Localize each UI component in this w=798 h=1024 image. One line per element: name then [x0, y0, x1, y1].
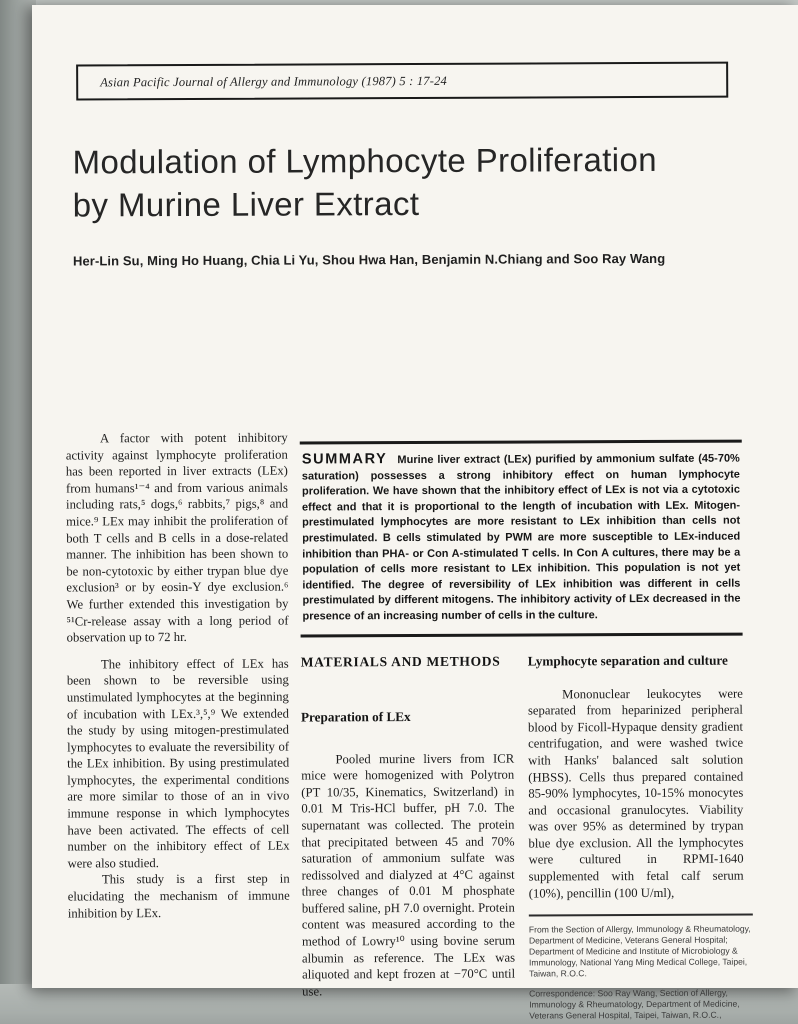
- lymphocyte-separation-heading: Lymphocyte separation and culture: [527, 652, 728, 669]
- paper-sheet: [32, 5, 798, 1021]
- journal-citation: Asian Pacific Journal of Allergy and Immunology (1987) 5 : 17-24: [100, 73, 447, 89]
- methods-column: [301, 653, 516, 1023]
- main-column: [300, 424, 751, 1023]
- summary-label: SUMMARY: [301, 451, 388, 468]
- intro-paragraph-3: This study is a first step in elucidating the mechanism of immune inhibition by LEx.: [67, 871, 290, 921]
- intro-paragraph-2: The inhibitory effect of LEx has been shown to be reversible using unstimulated lymphocytes at the beginning of incubation with LEx.³,⁵,⁹ We extended the study by using mitogen-prestimulated lymphocytes to evaluate the reversibility of the LEx inhibition. By using prestimulated lymphocytes, the experimental conditions are more similar to those of an in vivo immune response in which lymphocytes have been activated. The effects of cell number on the inhibitory effect of LEx were also studied.: [66, 656, 290, 871]
- methods-columns: [300, 652, 751, 1023]
- journal-header-box: [76, 62, 728, 101]
- title-line-2: by Murine Liver Extract: [72, 184, 420, 224]
- paper-content: [30, 3, 798, 1021]
- article-body: [65, 424, 751, 1024]
- footnote-block: [529, 914, 753, 1022]
- lymphocyte-separation-paragraph: Mononuclear leukocytes were separated from heparinized peripheral blood by Ficoll-Hypaque density gradient centrifugation, and were washed twice with Hanks' balanced salt solution (HBSS). Cells thus prepared contained 85-90% lymphocytes, 10-15% monocytes and occasional granulocytes. Viability was over 95% as determined by trypan blue dye exclusion. All the lymphocytes were cultured in RPMI-1640 supplemented with fetal calf serum (10%), pencillin (100 U/ml),: [527, 686, 744, 901]
- preparation-heading: Preparation of LEx: [300, 708, 411, 725]
- intro-column: [66, 426, 291, 1024]
- intro-paragraph-1: A factor with potent inhibitory activity against lymphocyte proliferation has been reported in liver extracts (LEx) from humans¹⁻⁴ and from various animals including rats,⁵ dogs,⁶ rabbits,⁷ pigs,⁸ and mice.⁹ LEx may inhibit the proliferation of both T cells and B cells in a dose-related manner. The inhibition has been shown to be non-cytotoxic by either trypan blue dye exclusion³ or by eosin-Y dye exclusion.⁶ We further extended this investigation by ⁵¹Cr-release assay with a long period of observation up to 72 hr.: [65, 430, 289, 645]
- affiliation-footnote: From the Section of Allergy, Immunology & Rheumatology, Department of Medicine, Veterans General Hospital; Department of Medicine and Institute of Microbiology & Immunology, National Yang Ming Medical College, Taipei, Taiwan, R.O.C.: [528, 923, 751, 979]
- summary-text: Murine liver extract (LEx) purified by ammonium sulfate (45-70% saturation) possesses a strong inhibitory effect on human lymphocyte proliferation. We have shown that the inhibitory effect of LEx is not via a cytotoxic effect and that it is proportional to the length of incubation with LEx. Mitogen-prestimulated lymphocytes are more resistant to LEx inhibition than cells not prestimulated. B cells stimulated by PWM are more susceptible to LEx-induced inhibition than PHA- or Con A-stimulated T cells. In Con A cultures, there may be a population of cells more resistant to LEx inhibition. This population is not yet identified. The degree of reversibility of LEx inhibition was different in cells prestimulated by different mitogens. The inhibitory activity of LEx decreased in the presence of an increasing number of cells in the culture.: [301, 452, 741, 623]
- authors-line: Her-Lin Su, Ming Ho Huang, Chia Li Yu, Shou Hwa Han, Benjamin N.Chiang and Soo Ray Wang: [72, 250, 666, 269]
- materials-methods-heading: MATERIALS AND METHODS: [300, 653, 501, 670]
- correspondence-footnote: Correspondence: Soo Ray Wang, Section of Allergy, Immunology & Rheumatology, Department of Medicine, Veterans General Hospital, Taipei, Taiwan, R.O.C.,: [529, 987, 740, 1021]
- page-title: [72, 138, 657, 227]
- culture-column: [527, 652, 751, 1022]
- preparation-paragraph: Pooled murine livers from ICR mice were homogenized with Polytron (PT 10/35, Kinematics, Switzerland) in 0.01 M Tris-HCl buffer, pH 7.0. The supernatant was collected. The protein that precipitated between 45 and 70% saturation of ammonium sulfate was redissolved and dialyzed at 4°C against three changes of 0.01 M phosphate buffered saline, pH 7.0 overnight. Protein content was measured according to the method of Lowry¹⁰ using bovine serum albumin as reference. The LEx was aliquoted and kept frozen at −70°C until use.: [301, 751, 516, 999]
- title-line-1: Modulation of Lymphocyte Proliferation: [72, 140, 658, 181]
- summary-box: [300, 440, 743, 637]
